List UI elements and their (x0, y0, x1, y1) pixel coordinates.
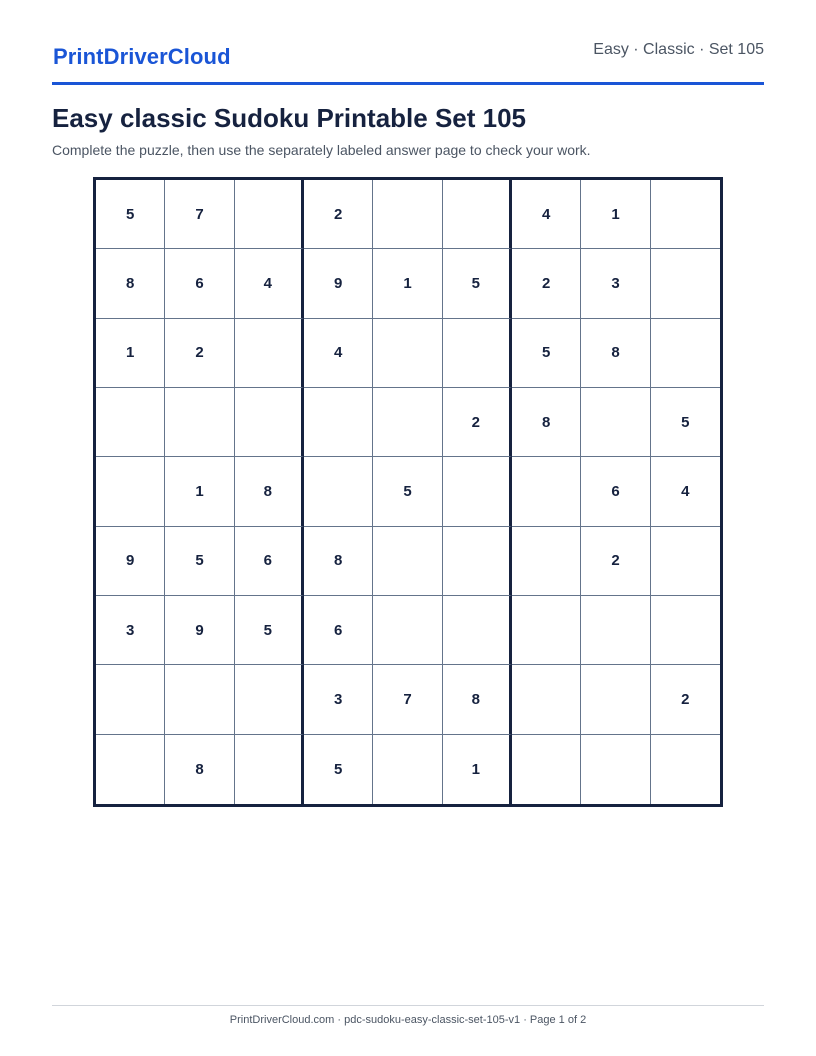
sudoku-grid (93, 177, 723, 807)
sudoku-cell[interactable] (235, 735, 304, 804)
sudoku-cell[interactable]: 5 (512, 319, 581, 388)
sudoku-cell[interactable]: 4 (304, 319, 373, 388)
sudoku-cell[interactable] (96, 457, 165, 526)
sudoku-cell[interactable] (581, 596, 650, 665)
sudoku-cell[interactable]: 2 (443, 388, 512, 457)
sudoku-cell[interactable]: 4 (512, 180, 581, 249)
sudoku-cell[interactable] (373, 388, 442, 457)
sudoku-cell[interactable]: 5 (651, 388, 720, 457)
sudoku-cell[interactable] (443, 596, 512, 665)
sudoku-cell[interactable] (512, 735, 581, 804)
sudoku-cell[interactable]: 8 (304, 527, 373, 596)
sudoku-cell[interactable] (651, 596, 720, 665)
sudoku-cell[interactable] (651, 735, 720, 804)
sudoku-cell[interactable]: 5 (165, 527, 234, 596)
sudoku-cell[interactable]: 8 (235, 457, 304, 526)
sudoku-cell[interactable] (512, 596, 581, 665)
sudoku-cell[interactable] (373, 735, 442, 804)
sudoku-cell[interactable]: 7 (373, 665, 442, 734)
sudoku-cell[interactable]: 2 (304, 180, 373, 249)
sudoku-cell[interactable]: 1 (96, 319, 165, 388)
sudoku-cell[interactable]: 9 (165, 596, 234, 665)
sudoku-cell[interactable]: 6 (304, 596, 373, 665)
sudoku-cell[interactable]: 2 (165, 319, 234, 388)
sudoku-cell[interactable]: 5 (235, 596, 304, 665)
sudoku-cell[interactable] (651, 527, 720, 596)
sudoku-cell[interactable] (373, 180, 442, 249)
sudoku-cell[interactable]: 5 (443, 249, 512, 318)
sudoku-cell[interactable]: 5 (373, 457, 442, 526)
sudoku-cell[interactable]: 8 (512, 388, 581, 457)
sudoku-cell[interactable]: 2 (512, 249, 581, 318)
sudoku-cell[interactable] (443, 457, 512, 526)
page-subtitle: Complete the puzzle, then use the separately labeled answer page to check your work. (52, 142, 591, 158)
sudoku-cell[interactable]: 2 (581, 527, 650, 596)
sudoku-cell[interactable] (373, 596, 442, 665)
sudoku-cell[interactable]: 8 (165, 735, 234, 804)
sudoku-cell[interactable]: 3 (96, 596, 165, 665)
sudoku-cell[interactable]: 4 (235, 249, 304, 318)
sudoku-cell[interactable]: 6 (165, 249, 234, 318)
sudoku-cell[interactable]: 4 (651, 457, 720, 526)
sudoku-cell[interactable]: 8 (96, 249, 165, 318)
sudoku-cell[interactable] (651, 180, 720, 249)
sudoku-cell[interactable]: 8 (581, 319, 650, 388)
sudoku-cell[interactable]: 3 (581, 249, 650, 318)
sudoku-cell[interactable]: 5 (96, 180, 165, 249)
sudoku-cell[interactable] (304, 457, 373, 526)
sudoku-cell[interactable]: 3 (304, 665, 373, 734)
brand-logo: PrintDriverCloud (53, 44, 231, 69)
sudoku-cell[interactable] (96, 665, 165, 734)
sudoku-cell[interactable]: 9 (96, 527, 165, 596)
sudoku-cell[interactable] (235, 180, 304, 249)
sudoku-cell[interactable] (443, 319, 512, 388)
sudoku-cell[interactable] (165, 388, 234, 457)
sudoku-cell[interactable]: 2 (651, 665, 720, 734)
sudoku-cell[interactable]: 1 (443, 735, 512, 804)
sudoku-cell[interactable]: 6 (581, 457, 650, 526)
header-divider (52, 82, 764, 85)
sudoku-cell[interactable] (235, 388, 304, 457)
sudoku-cell[interactable] (96, 388, 165, 457)
sudoku-cell[interactable]: 9 (304, 249, 373, 318)
sudoku-cell[interactable] (581, 735, 650, 804)
sudoku-cell[interactable]: 7 (165, 180, 234, 249)
sudoku-cell[interactable] (651, 249, 720, 318)
sudoku-cell[interactable] (512, 457, 581, 526)
sudoku-cell[interactable]: 1 (581, 180, 650, 249)
puzzle-meta: Easy · Classic · Set 105 (593, 41, 764, 58)
footer-divider (52, 1005, 764, 1006)
page-footer: PrintDriverCloud.com · pdc-sudoku-easy-classic-set-105-v1 · Page 1 of 2 (229, 1014, 587, 1026)
sudoku-cell[interactable] (512, 527, 581, 596)
sudoku-cell[interactable] (165, 665, 234, 734)
sudoku-cell[interactable] (443, 527, 512, 596)
sudoku-cell[interactable]: 6 (235, 527, 304, 596)
sudoku-cell[interactable] (373, 527, 442, 596)
sudoku-cell[interactable] (235, 665, 304, 734)
sudoku-cell[interactable] (235, 319, 304, 388)
sudoku-cell[interactable] (373, 319, 442, 388)
sudoku-cell[interactable] (581, 388, 650, 457)
sudoku-cell[interactable]: 1 (373, 249, 442, 318)
page-title: Easy classic Sudoku Printable Set 105 (52, 103, 527, 133)
sudoku-cell[interactable]: 1 (165, 457, 234, 526)
sudoku-cell[interactable] (304, 388, 373, 457)
sudoku-cell[interactable] (581, 665, 650, 734)
sudoku-cell[interactable] (651, 319, 720, 388)
sudoku-cell[interactable] (443, 180, 512, 249)
sudoku-cell[interactable] (512, 665, 581, 734)
sudoku-cell[interactable]: 8 (443, 665, 512, 734)
sudoku-cell[interactable] (96, 735, 165, 804)
sudoku-cell[interactable]: 5 (304, 735, 373, 804)
